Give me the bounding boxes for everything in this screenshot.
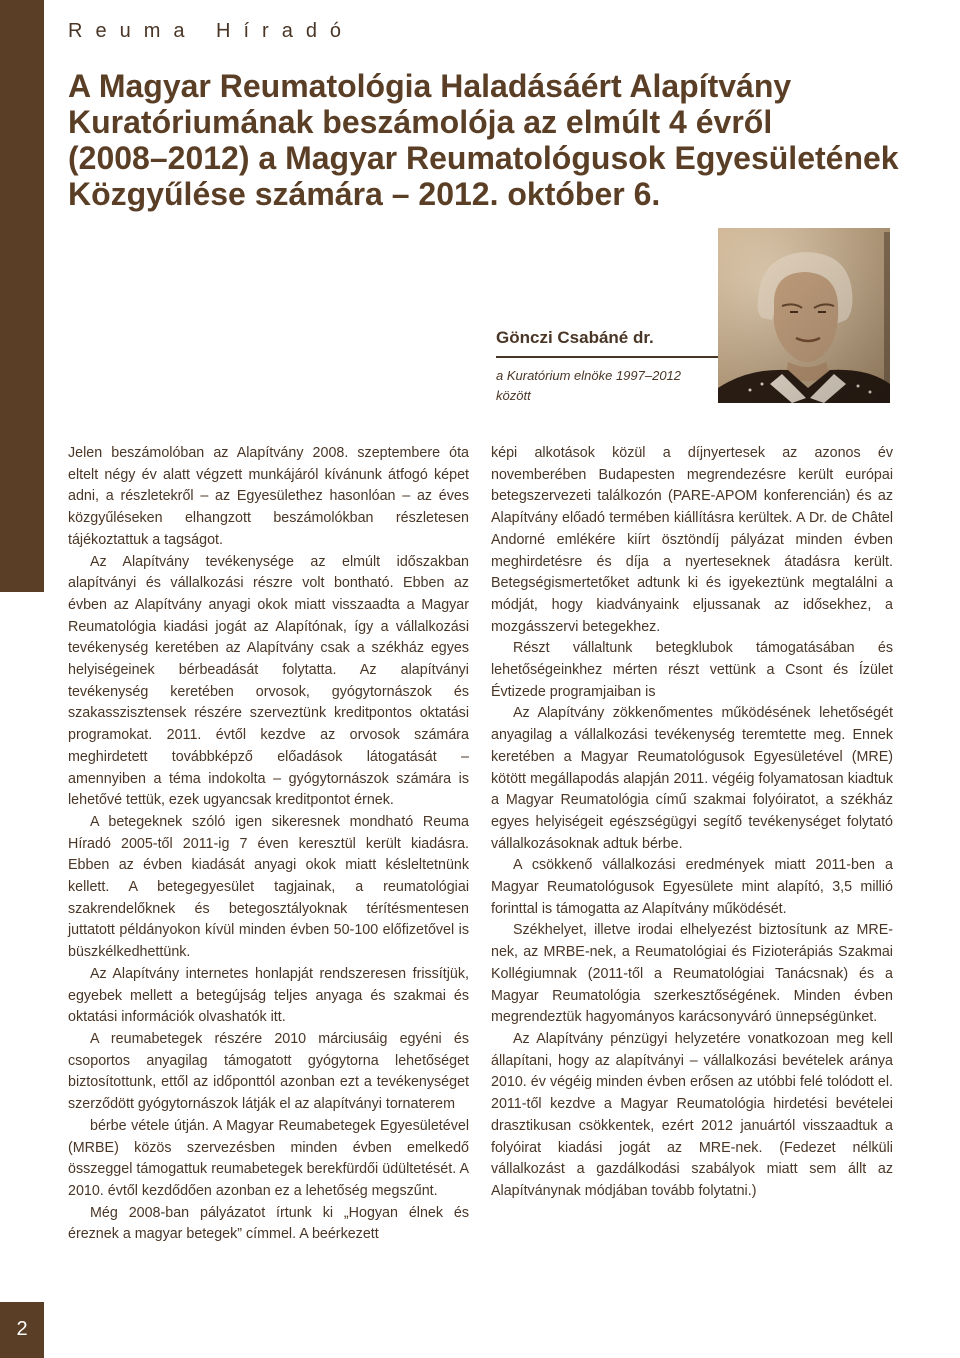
title-line: Kuratóriumának beszámolója az elmúlt 4 évről (68, 104, 773, 140)
paragraph: képi alkotások közül a díjnyertesek az azonos év novemberében Budapesten megrendezésre került európai betegszervezeti találkozón (PARE-APOM konferencián) és az Alapítvány előadó termében kiállításra kerültek. A Dr. de Châtel Andorné emlékére kiírt ösztöndíj pályázat minden évben meghirdetésre és díja a nyerteseknek átadásra került. Betegségismertetőket adtunk ki és igyekeztünk megtalálni a módját, hogy kiadványaink eljussanak az idősekhez, a mozgásszervi betegekhez. (491, 445, 893, 635)
paragraph: Az Alapítvány pénzügyi helyzetére vonatkozoan meg kell állapítani, hogy az alapítványi – vállalkozási bevételek aránya 2010. év végéig minden évben erősen az utóbbi felé tolódott el. 2011-től kezdve a Magyar Reumatológia hirdetési bevételei drasztikusan csökkentek, ezért 2012 januártól visszaadtuk a folyóirat kiadási jogát az MRE-nek. (Fedezet nélküli vállalkozást a gazdálkodási szabályok miatt sem állt az Alapítványnak módjában tovább folytatni.) (491, 1030, 893, 1199)
paragraph: Részt vállaltunk betegklubok támogatásában és lehetőségeinkhez mérten részt vettünk a Csont és Ízület Évtizede programjaiban is (491, 640, 893, 700)
title-line: (2008–2012) a Magyar Reumatológusok Egyesületének (68, 140, 899, 176)
author-portrait (718, 228, 890, 403)
title-line: A Magyar Reumatológia Haladásáért Alapítvány (68, 68, 792, 104)
paragraph: Az Alapítvány tevékenysége az elmúlt időszakban alapítványi és vállalkozási részre volt bontható. Ebben az évben az Alapítvány anyagi okok miatt visszaadta a Magyar Reumatológia kiadási jogát az Alapítónak, így a vállalkozási tevékenység keretében az Alapítvány csak a székház egyes helyiségeinek bérbeadását folytatta. Az alapítványi tevékenység keretében orvosok, gyógytornászok és szakasszisztensek részére szerveztünk kreditpontos oktatási programokat. 2011. évtől kezdve az orvosok számára meghirdetett továbbképző előadások látogatását – amennyiben a téma indokolta – gyógytornászok számára is lehetővé tettük, ezek ugyancsak kreditpontot érnek. (68, 553, 469, 809)
article-title (68, 68, 899, 212)
author-name: Gönczi Csabáné dr. (496, 328, 722, 358)
paragraph: A csökkenő vállalkozási eredmények miatt 2011-ben a Magyar Reumatológusok Egyesülete mint alapító, 3,5 millió forinttal is támogatta az Alapítvány működését. (491, 857, 893, 917)
publication-header: Reuma Híradó (68, 20, 355, 42)
paragraph: Az Alapítvány zökkenőmentes működésének lehetőségét anyagilag a vállalkozási tevékenység teremtette meg. Ennek keretében a Magyar Reumatológusok Egyesületével (MRE) kötött megállapodás alapján 2011. végéig folyamatosan kiadtuk a Magyar Reumatológia című szakmai folyóiratot, a székház egyes helyiségeit egészségügyi segítő tevékenységet folytató vállalkozásoknak adtuk bérbe. (491, 705, 893, 852)
page-number: 2 (16, 1318, 28, 1340)
article-column-right (491, 443, 893, 1203)
sidebar-accent-bar (0, 0, 44, 592)
author-role: a Kuratórium elnöke 1997–2012 között (496, 368, 682, 403)
paragraph: A betegeknek szóló igen sikeresnek mondható Reuma Híradó 2005-től 2011-ig 7 éven keresztül került kiadásra. Ebben az évben kiadását anyagi okok miatt késleltetnünk kellett. A betegegyesület tagjainak, a reumatológiai szakrendelőknek és betegosztályoknak térítésmentesen juttatott példányokon kívül minden évben 50-100 előfizetővel is büszkélkedhettünk. (68, 813, 469, 961)
paragraph: Az Alapítvány internetes honlapját rendszeresen frissítjük, egyebek mellett a betegújság teljes anyaga és szakmai és oktatási információk olvashatók itt. (68, 965, 469, 1026)
paragraph: Még 2008-ban pályázatot írtunk ki „Hogyan élnek és éreznek a magyar betegek” címmel. A beérkezett (68, 1204, 469, 1243)
paragraph: bérbe vétele útján. A Magyar Reumabetegek Egyesületével (MRBE) közös szervezésben minden évben emelkedő összeggel támogattuk reumabetegek berekfürdői üdültetését. A 2010. évtől kezdődően azonban ez a lehetőség megszűnt. (68, 1117, 469, 1199)
title-line: Közgyűlése számára – 2012. október 6. (68, 176, 661, 212)
paragraph: Jelen beszámolóban az Alapítvány 2008. szeptembere óta eltelt négy év alatt végzett munkájáról kívánunk átfogó képet adni, a részletekről – az Egyesülethez hasonlóan – az éves közgyűléseken elhangzott beszámolókban részletesen tájékoztattuk a tagságot. (68, 445, 469, 548)
author-caption (496, 328, 718, 406)
article-column-left (68, 443, 469, 1246)
paragraph: A reumabetegek részére 2010 márciusáig egyéni és csoportos anyagilag támogatott gyógytorna lehetőséget biztosítottunk, ettől az időponttól azonban ezt a tevékenységet szerződött gyógytornászok látják el az alapítványi tornaterem (68, 1030, 469, 1113)
paragraph: Székhelyet, illetve irodai elhelyezést biztosítunk az MRE-nek, az MRBE-nek, a Reumatológiai és Fizioterápiás Szakmai Kollégiumnak (2011-től a Reumatológiai Tanácsnak) és a Magyar Reumatológia szerkesztőségének. Minden évben megrendeztük hagyományos karácsonyváró ünnepségünket. (491, 922, 893, 1026)
